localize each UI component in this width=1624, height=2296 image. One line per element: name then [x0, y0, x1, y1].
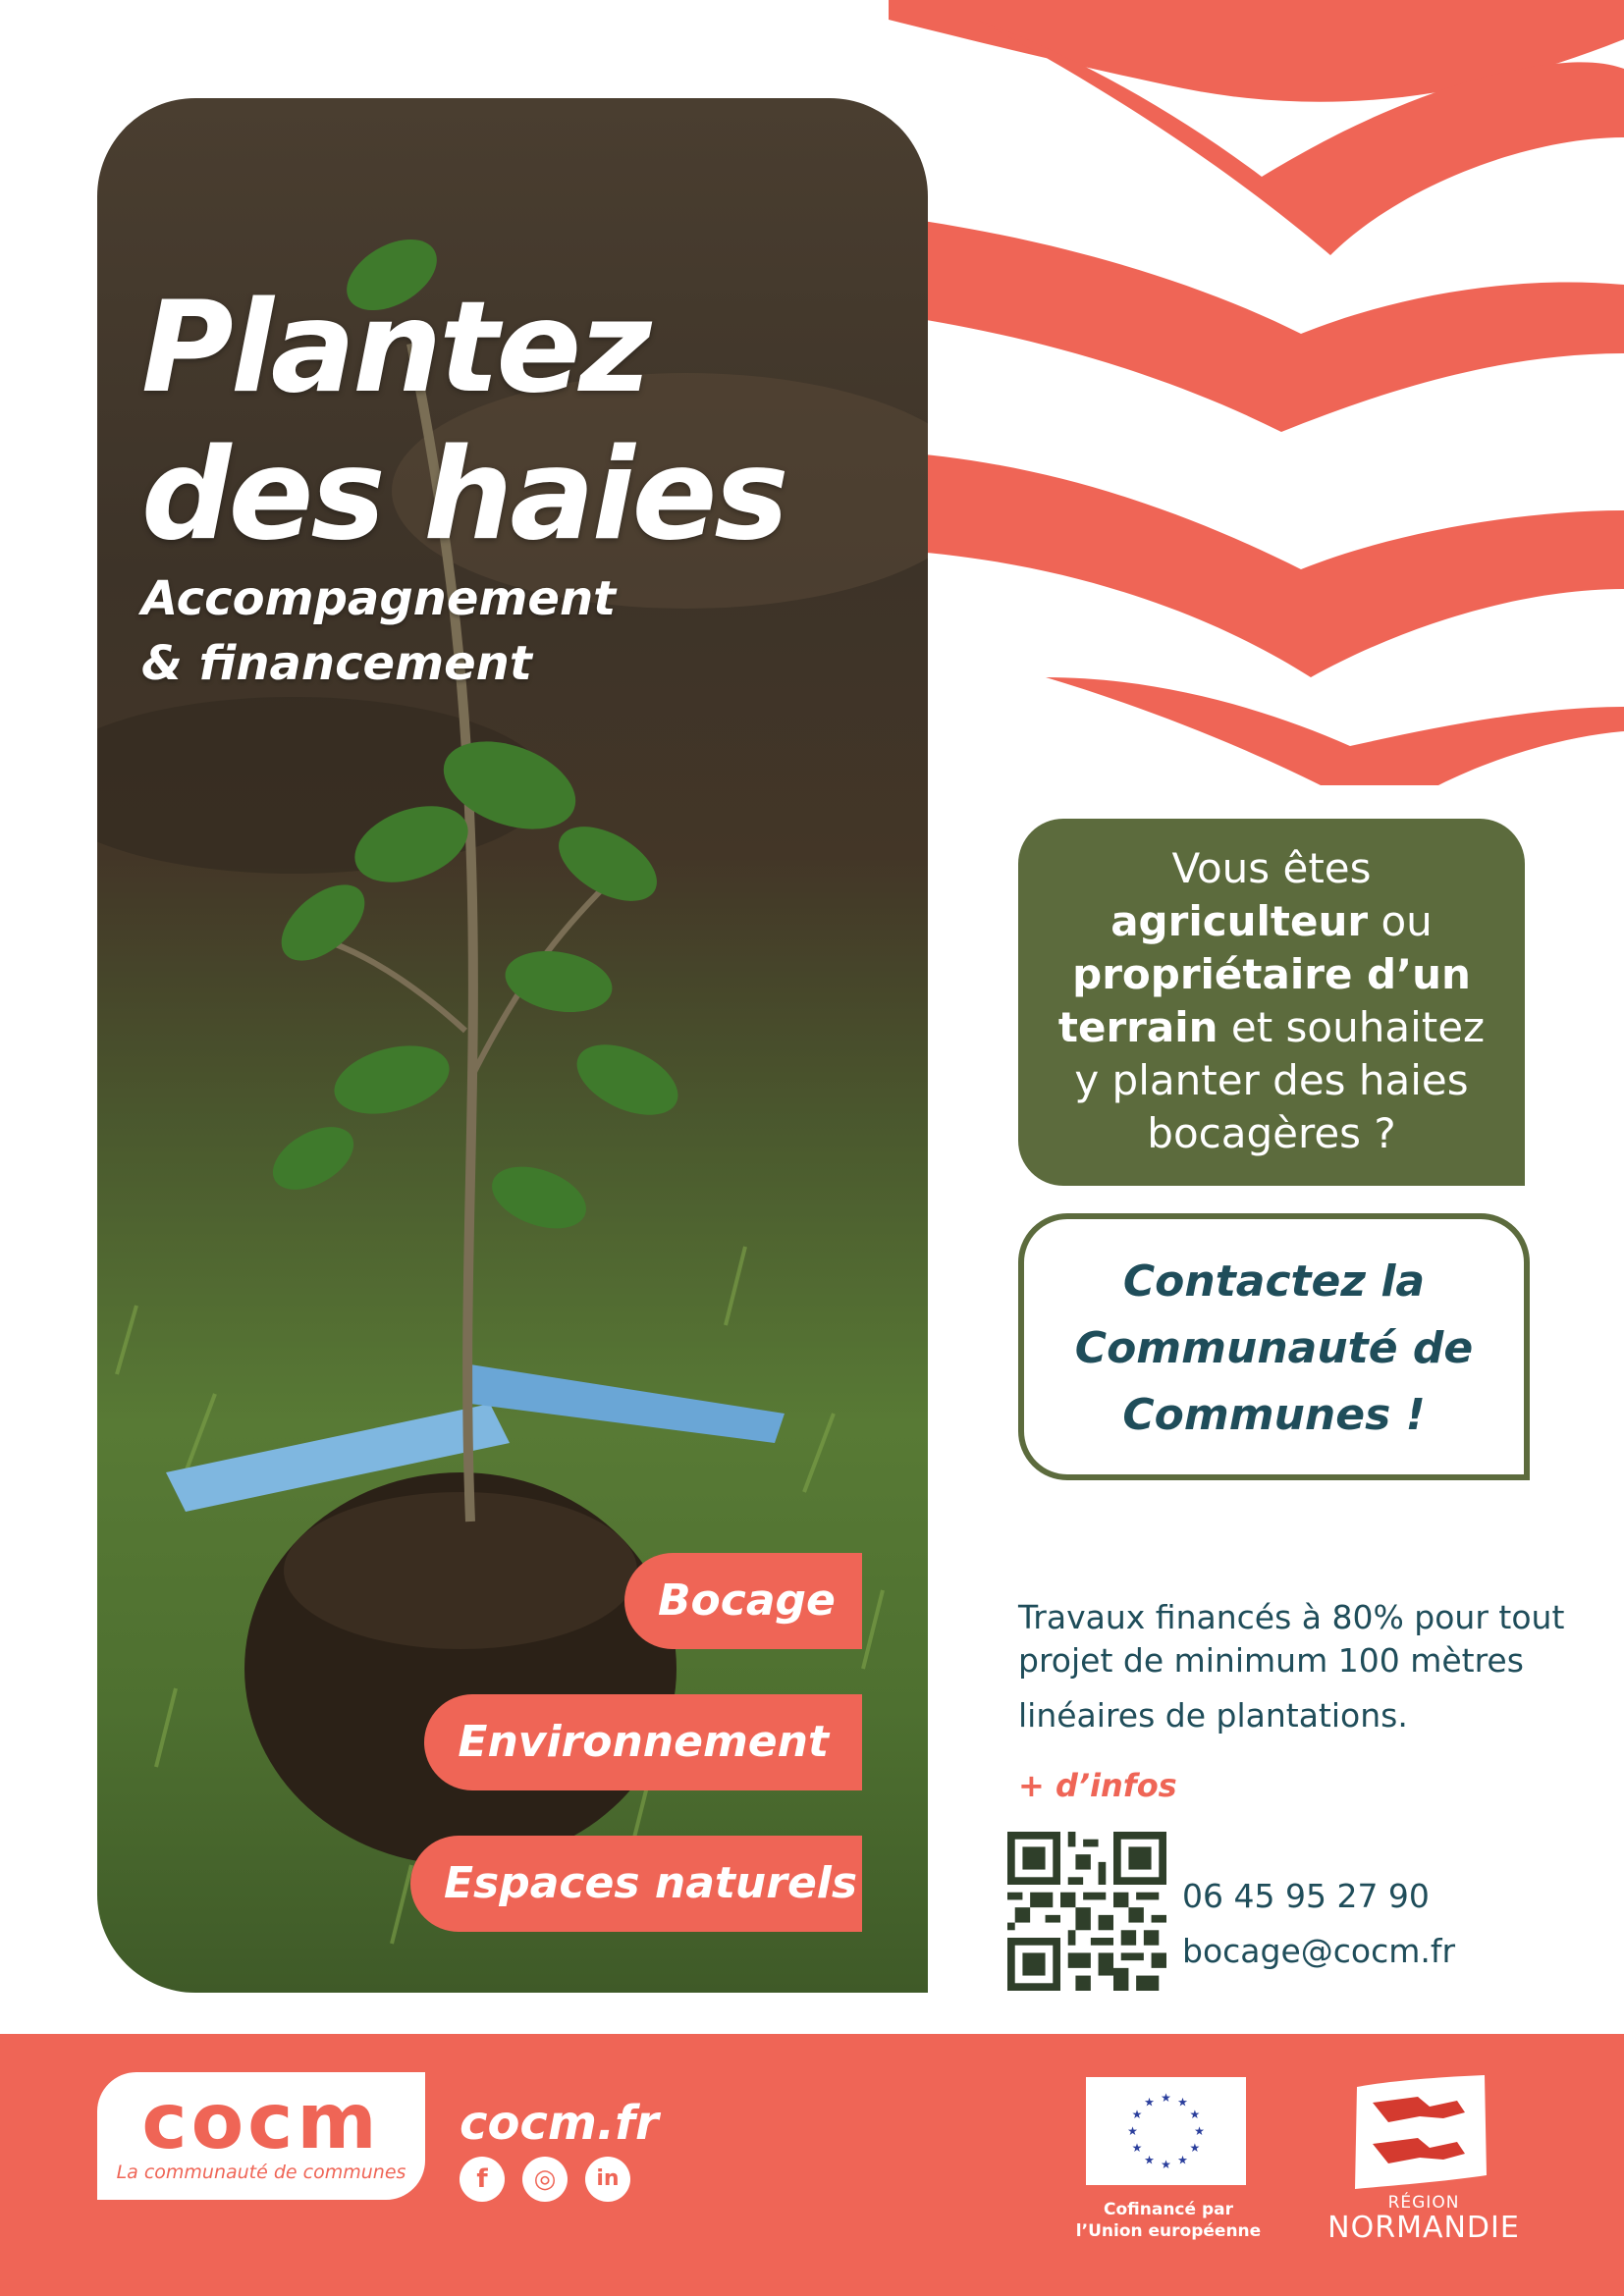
region-label-big: NORMANDIE	[1327, 2211, 1520, 2245]
eu-star: ★	[1131, 2141, 1143, 2155]
eu-star: ★	[1131, 2108, 1143, 2121]
region-label-small: RÉGION	[1387, 2193, 1460, 2213]
subtitle-line-1: Accompagnement	[141, 571, 617, 626]
eu-text-line-1: Cofinancé par	[1104, 2200, 1233, 2219]
question-line-6: bocagères ?	[1147, 1109, 1396, 1157]
question-line-1: Vous êtes	[1171, 844, 1372, 892]
contact-box	[1018, 1213, 1530, 1480]
logo-tagline: La communauté de communes	[116, 2162, 406, 2183]
question-line-2: agriculteur ou	[1110, 897, 1433, 945]
question-line-5: y planter des haies	[1074, 1056, 1469, 1104]
question-box	[1018, 819, 1525, 1186]
tag-bocage: Bocage	[624, 1553, 862, 1649]
instagram-icon[interactable]: ◎	[522, 2157, 568, 2202]
more-info-link[interactable]: + d’infos	[1018, 1767, 1177, 1804]
contact-line-2: Communauté de	[1074, 1323, 1474, 1373]
logo-wordmark: cocm	[141, 2078, 381, 2166]
info-line-3: linéaires de plantations.	[1018, 1696, 1408, 1735]
tag-environnement: Environnement	[424, 1694, 862, 1790]
title-line-2: des haies	[141, 422, 786, 568]
eu-star: ★	[1144, 2095, 1155, 2109]
phone-number[interactable]: 06 45 95 27 90	[1182, 1877, 1430, 1915]
subtitle-line-2: & financement	[141, 636, 532, 691]
eu-flag-icon	[1086, 2077, 1246, 2185]
facebook-icon[interactable]: f	[460, 2157, 505, 2202]
info-line-1: Travaux financés à 80% pour tout	[1018, 1598, 1565, 1636]
question-line-3: propriétaire d’un	[1072, 950, 1471, 998]
eu-text-line-2: l’Union européenne	[1075, 2221, 1262, 2241]
eu-star: ★	[1127, 2124, 1138, 2138]
info-line-2: projet de minimum 100 mètres	[1018, 1641, 1524, 1680]
question-line-4: terrain et souhaitez	[1057, 1003, 1486, 1051]
email-link[interactable]: bocage@cocm.fr	[1182, 1932, 1456, 1970]
eu-star: ★	[1189, 2108, 1201, 2121]
eu-star: ★	[1177, 2095, 1188, 2109]
qr-code-icon[interactable]	[1007, 1832, 1166, 1991]
contact-line-3: Communes !	[1122, 1390, 1426, 1440]
eu-cofinance-text	[1051, 2199, 1286, 2242]
website-link[interactable]: cocm.fr	[460, 2096, 659, 2151]
linkedin-icon[interactable]: in	[585, 2157, 630, 2202]
eu-star: ★	[1194, 2124, 1205, 2138]
eu-star: ★	[1177, 2153, 1188, 2167]
decorative-waves	[889, 0, 1624, 785]
eu-star: ★	[1161, 2158, 1171, 2171]
tag-espaces-naturels: Espaces naturels	[410, 1836, 862, 1932]
contact-line-1: Contactez la	[1122, 1256, 1426, 1307]
eu-star: ★	[1144, 2153, 1155, 2167]
eu-star: ★	[1189, 2141, 1201, 2155]
cocm-logo[interactable]	[97, 2072, 425, 2200]
title-line-1: Plantez	[141, 275, 649, 421]
eu-star: ★	[1161, 2091, 1171, 2105]
normandie-flag-icon	[1349, 2073, 1492, 2191]
